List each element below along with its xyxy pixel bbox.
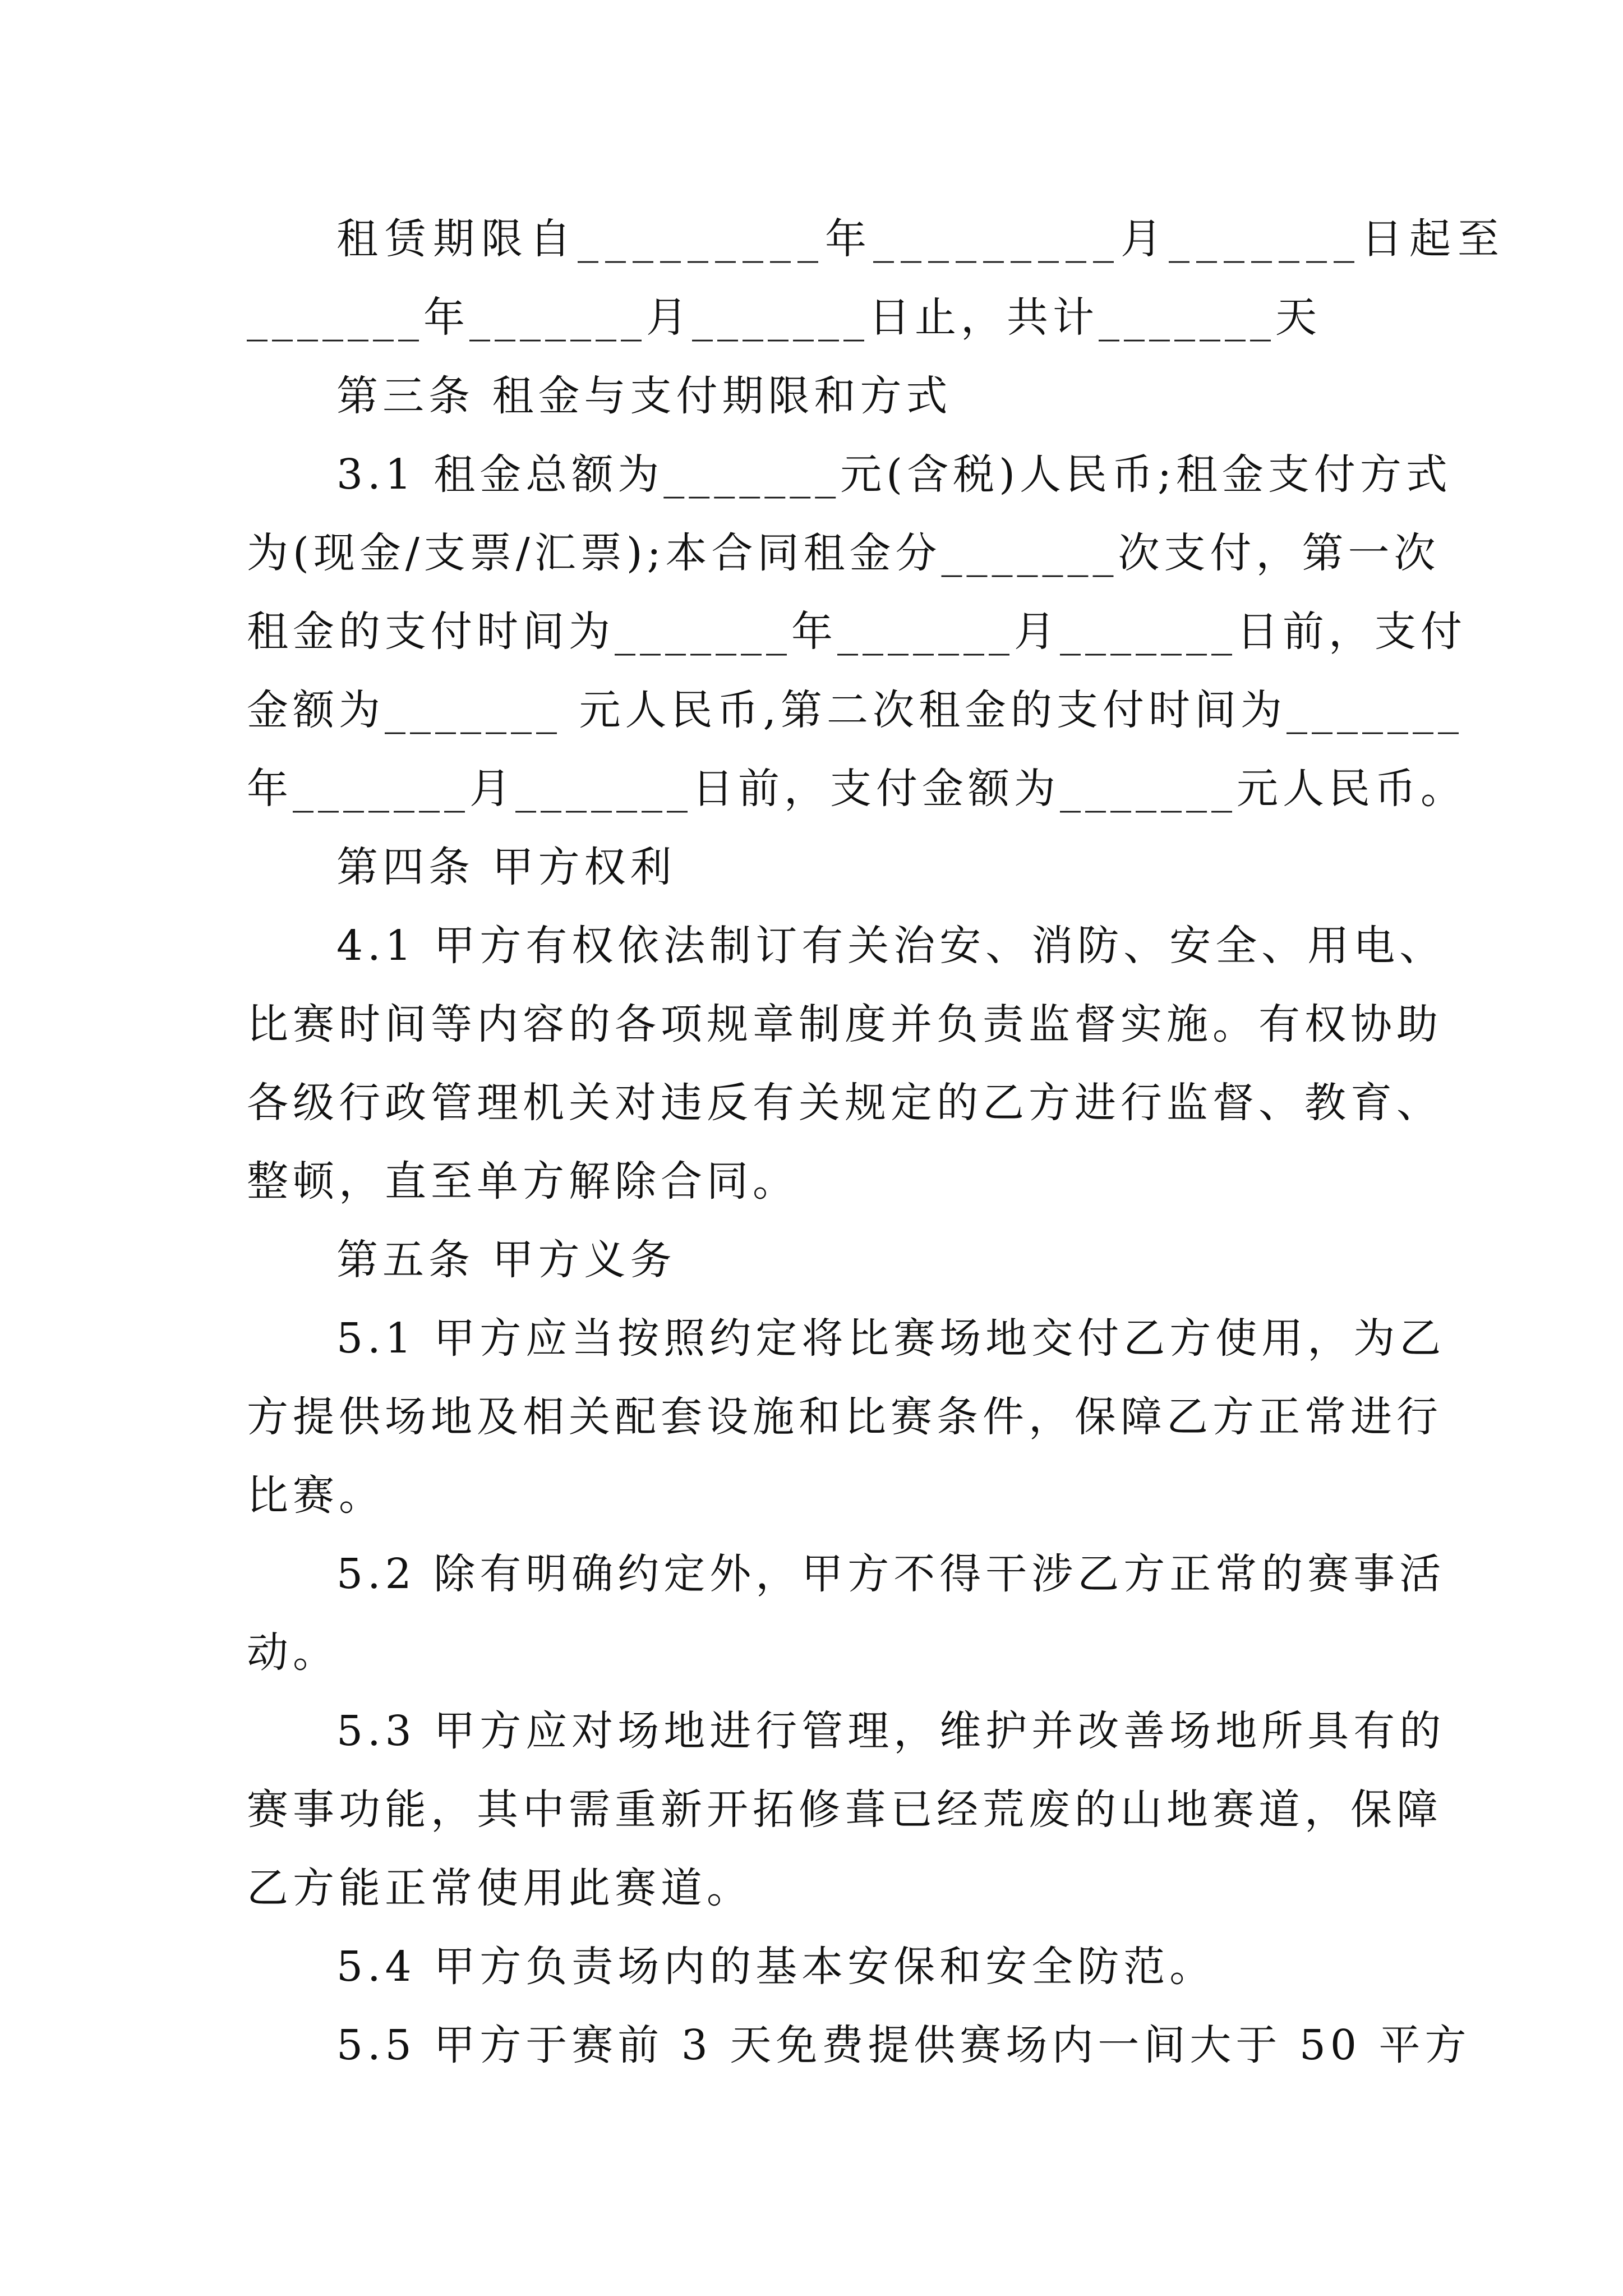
text-line-lease-term: 租赁期限自_________年_________月_______日起至 bbox=[336, 215, 1506, 263]
text-line-5-3-a: 5.3 甲方应对场地进行管理，维护并改善场地所具有的 bbox=[336, 1707, 1446, 1755]
text-line-5-3-c: 乙方能正常使用此赛道。 bbox=[247, 1864, 753, 1912]
text-line-3-1-b: 为(现金/支票/汇票);本合同租金分_______次支付，第一次 bbox=[247, 529, 1440, 577]
text-line-5-2-b: 动。 bbox=[247, 1628, 339, 1677]
text-line-5-4: 5.4 甲方负责场内的基本安保和安全防范。 bbox=[336, 1943, 1216, 1991]
heading-article-4: 第四条 甲方权利 bbox=[336, 843, 676, 891]
text-line-5-1-a: 5.1 甲方应当按照约定将比赛场地交付乙方使用，为乙 bbox=[336, 1314, 1446, 1363]
text-line-3-1-e: 年_______月_______日前，支付金额为_______元人民币。 bbox=[247, 765, 1467, 813]
text-line-4-1-c: 各级行政管理机关对违反有关规定的乙方进行监督、教育、 bbox=[247, 1079, 1442, 1127]
text-line-3-1-d: 金额为_______ 元人民币,第二次租金的支付时间为_______ bbox=[247, 686, 1464, 734]
text-line-5-1-b: 方提供场地及相关配套设施和比赛条件，保障乙方正常进行 bbox=[247, 1393, 1442, 1441]
text-line-5-5: 5.5 甲方于赛前 3 天免费提供赛场内一间大于 50 平方 bbox=[336, 2021, 1471, 2069]
text-line-4-1-a: 4.1 甲方有权依法制订有关治安、消防、安全、用电、 bbox=[336, 922, 1446, 970]
heading-article-3: 第三条 租金与支付期限和方式 bbox=[336, 372, 952, 420]
heading-article-5: 第五条 甲方义务 bbox=[336, 1236, 676, 1284]
text-line-lease-end: _______年_______月_______日止，共计_______天 bbox=[247, 293, 1321, 342]
text-line-3-1-a: 3.1 租金总额为_______元(含税)人民币;租金支付方式 bbox=[336, 450, 1452, 499]
text-line-3-1-c: 租金的支付时间为_______年_______月_______日前，支付 bbox=[247, 608, 1467, 656]
text-line-4-1-b: 比赛时间等内容的各项规章制度并负责监督实施。有权协助 bbox=[247, 1000, 1442, 1048]
text-line-5-1-c: 比赛。 bbox=[247, 1471, 385, 1520]
text-line-5-3-b: 赛事功能，其中需重新开拓修葺已经荒废的山地赛道，保障 bbox=[247, 1786, 1442, 1834]
text-line-4-1-d: 整顿，直至单方解除合同。 bbox=[247, 1157, 799, 1205]
text-line-5-2-a: 5.2 除有明确约定外，甲方不得干涉乙方正常的赛事活 bbox=[336, 1550, 1446, 1598]
